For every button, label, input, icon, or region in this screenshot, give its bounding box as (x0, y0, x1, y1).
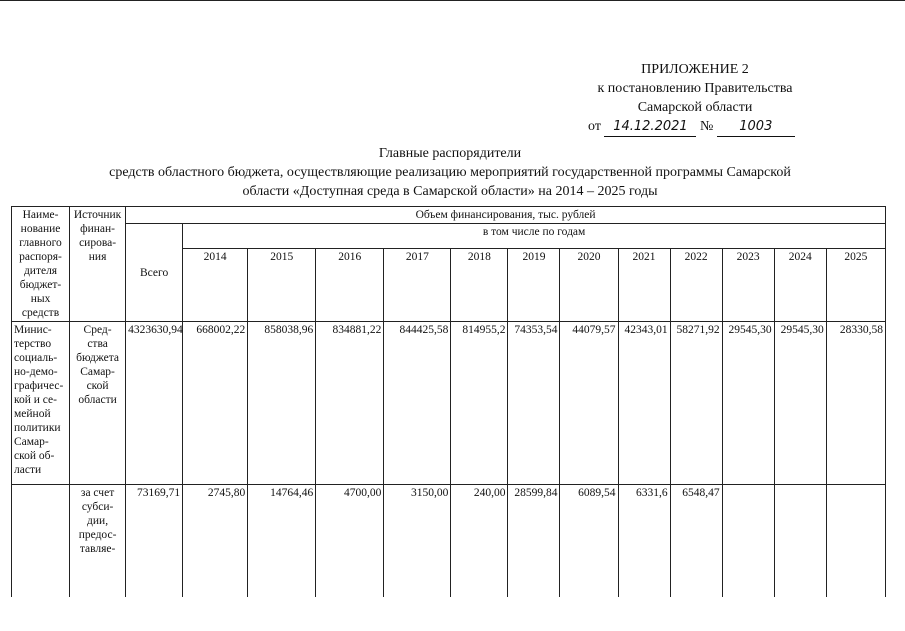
cell-funding-source-line: Сред- (83, 324, 112, 336)
cell-funding-source (70, 322, 126, 485)
cell-total: 73169,71 (126, 485, 183, 598)
cell-year-value: 814955,2 (451, 322, 508, 485)
cell-funding-source-line: субси- (81, 501, 114, 513)
cell-year-value: 240,00 (451, 485, 508, 598)
cell-year-value: 4700,00 (316, 485, 384, 598)
header-year: 2021 (618, 249, 670, 322)
cell-year-value: 3150,00 (384, 485, 451, 598)
header-source-line: финан- (80, 223, 115, 235)
cell-funding-source-line: Самар- (80, 366, 115, 378)
cell-recipient-name (12, 322, 70, 485)
cell-recipient-name-line: ской об- (14, 450, 55, 462)
cell-year-value: 58271,92 (670, 322, 722, 485)
cell-funding-source-line: дии, (87, 515, 109, 527)
header-name-column (12, 207, 70, 322)
cell-year-value: 858038,96 (248, 322, 316, 485)
cell-funding-source-line: предос- (78, 529, 117, 541)
table-row (12, 322, 886, 485)
header-name-line: главного (19, 237, 62, 249)
header-name-line: распоря- (19, 251, 62, 263)
cell-year-value: 29545,30 (774, 322, 826, 485)
header-year: 2015 (248, 249, 316, 322)
handwritten-date: 14.12.2021 (604, 117, 696, 137)
cell-recipient-name-line: социаль- (14, 352, 58, 364)
cell-recipient-name-line: терство (14, 338, 52, 350)
header-year: 2020 (560, 249, 618, 322)
cell-year-value: 14764,46 (248, 485, 316, 598)
header-row-1 (12, 207, 886, 224)
cell-year-value: 28599,84 (508, 485, 560, 598)
cell-recipient-name-line: но-демо- (14, 366, 58, 378)
cell-funding-source (70, 485, 126, 598)
header-name-line: ных (30, 293, 51, 305)
header-year: 2024 (774, 249, 826, 322)
cell-recipient-name-line: политики (14, 422, 61, 434)
header-name-line: бюджет- (19, 279, 62, 291)
cell-year-value: 6548,47 (670, 485, 722, 598)
cell-year-value (826, 485, 885, 598)
header-year: 2018 (451, 249, 508, 322)
number-prefix: № (699, 119, 714, 134)
header-name-line: Наиме- (22, 209, 59, 221)
cell-year-value: 74353,54 (508, 322, 560, 485)
handwritten-number: 1003 (717, 117, 795, 137)
header-source-line: сирова- (79, 237, 117, 249)
heading-line-1: Главные распорядители (378, 146, 522, 161)
header-year: 2014 (183, 249, 248, 322)
cell-year-value: 29545,30 (722, 322, 774, 485)
top-border-line (0, 0, 905, 1)
header-source-column (70, 207, 126, 322)
cell-year-value (722, 485, 774, 598)
cell-year-value: 834881,22 (316, 322, 384, 485)
cell-year-value: 2745,80 (183, 485, 248, 598)
cell-recipient-name-line: графичес- (14, 380, 64, 392)
header-year: 2019 (508, 249, 560, 322)
header-name-line: дителя (23, 265, 58, 277)
cell-year-value: 44079,57 (560, 322, 618, 485)
cell-year-value: 668002,22 (183, 322, 248, 485)
cell-recipient-name-line: кой и се- (14, 394, 57, 406)
appendix-block (560, 60, 830, 137)
header-source-line: ния (88, 251, 107, 263)
cell-year-value: 844425,58 (384, 322, 451, 485)
cell-funding-source-line: тавляе- (79, 543, 116, 555)
cell-year-value: 28330,58 (826, 322, 885, 485)
header-name-line: нование (20, 223, 61, 235)
date-prefix: от (588, 119, 601, 134)
cell-recipient-name-line: Минис- (14, 324, 52, 336)
cell-recipient-name (12, 485, 70, 598)
cell-year-value: 6089,54 (560, 485, 618, 598)
appendix-line-2: Самарской области (637, 100, 753, 115)
document-heading (60, 144, 840, 201)
cell-recipient-name-line: мейной (14, 408, 51, 420)
cell-year-value: 42343,01 (618, 322, 670, 485)
cell-total: 4323630,94 (126, 322, 183, 485)
heading-line-2: средств областного бюджета, осуществляющие реализацию мероприятий государственной программы Самарской (109, 165, 791, 180)
header-total: Всего (126, 224, 183, 322)
appendix-title: ПРИЛОЖЕНИЕ 2 (641, 62, 749, 77)
table-row (12, 485, 886, 598)
cell-funding-source-line: ской (86, 380, 109, 392)
cell-recipient-name-line: ласти (14, 464, 42, 476)
header-year: 2016 (316, 249, 384, 322)
cell-year-value: 6331,6 (618, 485, 670, 598)
cell-funding-source-line: за счет (80, 487, 115, 499)
appendix-signature-line (560, 117, 830, 137)
header-year: 2022 (670, 249, 722, 322)
header-source-line: Источник (73, 209, 122, 221)
cell-funding-source-line: ства (87, 338, 108, 350)
cell-funding-source-line: бюджета (76, 352, 120, 364)
cell-year-value (774, 485, 826, 598)
header-by-years: в том числе по годам (183, 224, 886, 249)
cell-recipient-name-line: Самар- (14, 436, 49, 448)
header-name-line: средств (21, 307, 60, 319)
header-year: 2017 (384, 249, 451, 322)
budget-table (11, 206, 886, 597)
header-year: 2025 (826, 249, 885, 322)
appendix-line-1: к постановлению Правительства (597, 81, 793, 96)
cell-funding-source-line: области (78, 394, 117, 406)
header-volume: Объем финансирования, тыс. рублей (126, 207, 886, 224)
header-year: 2023 (722, 249, 774, 322)
header-row-2 (12, 224, 886, 249)
heading-line-3: области «Доступная среда в Самарской области» на 2014 – 2025 годы (242, 184, 658, 199)
